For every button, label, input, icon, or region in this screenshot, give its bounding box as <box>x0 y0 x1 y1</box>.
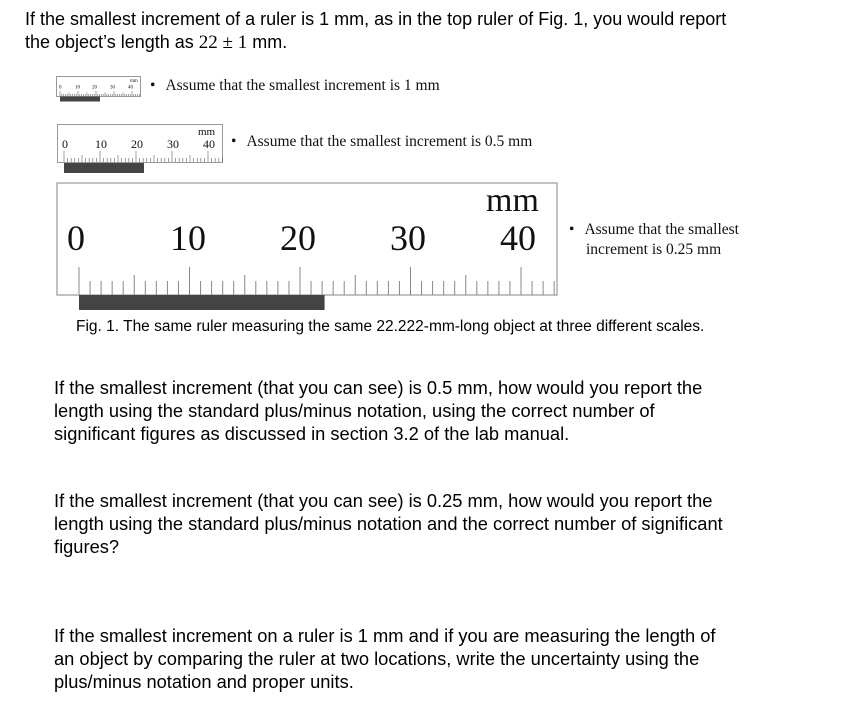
ruler-large-note <box>569 220 739 260</box>
ruler-large-note-text-1: Assume that the smallest <box>584 221 739 238</box>
ruler-medium-unit: mm <box>198 126 216 138</box>
ruler-large-object-bar <box>79 295 325 310</box>
ruler-medium-note <box>231 133 532 151</box>
bullet-dot: • <box>569 221 575 238</box>
ruler-small-tick-label: 10 <box>75 85 80 91</box>
ruler-large-tick-label: 10 <box>170 218 206 258</box>
ruler-small-tick-label: 40 <box>128 85 133 91</box>
ruler-medium-object-bar <box>64 163 144 173</box>
question-2-line: length using the standard plus/minus notation and the correct number of significant <box>54 513 723 534</box>
ruler-medium-tick-label: 30 <box>167 137 179 151</box>
question-1-line: significant figures as discussed in section 3.2 of the lab manual. <box>54 423 570 444</box>
ruler-small-tick-label: 20 <box>92 85 97 91</box>
question-3-line: an object by comparing the ruler at two locations, write the uncertainty using the <box>54 648 700 669</box>
intro-unit: mm. <box>247 32 288 52</box>
ruler-medium-tick-label: 20 <box>131 137 143 151</box>
ruler-large-tick-label: 0 <box>67 218 85 258</box>
question-1-line: length using the standard plus/minus notation, using the correct number of <box>54 400 655 421</box>
bullet-dot: • <box>150 77 156 94</box>
ruler-large-unit: mm <box>486 182 539 219</box>
intro-line-2 <box>25 31 726 54</box>
ruler-large-note-line-1 <box>569 220 739 240</box>
ruler-small-tick-label: 30 <box>110 85 115 91</box>
ruler-large-note-text-2: increment is 0.25 mm <box>586 241 722 258</box>
ruler-small-tick-label: 0 <box>59 85 62 91</box>
ruler-small <box>55 75 147 105</box>
ruler-large <box>56 182 561 314</box>
ruler-medium-note-text: Assume that the smallest increment is 0.5 mm <box>246 133 533 150</box>
ruler-small-note-text: Assume that the smallest increment is 1 mm <box>165 77 440 94</box>
ruler-large-tick-label: 30 <box>390 218 426 258</box>
question-3-line: If the smallest increment on a ruler is 1 mm and if you are measuring the length of <box>54 625 716 646</box>
intro-line-1: If the smallest increment of a ruler is 1 mm, as in the top ruler of Fig. 1, you would report <box>25 9 727 29</box>
intro-text: the object’s length as <box>25 32 199 52</box>
bullet-dot: • <box>231 133 237 150</box>
ruler-medium-tick-label: 10 <box>95 137 107 151</box>
ruler-large-tick-label: 40 <box>500 218 536 258</box>
ruler-medium <box>56 123 226 178</box>
question-2 <box>54 489 723 558</box>
ruler-medium-tick-label: 40 <box>203 137 215 151</box>
intro-value: 22 ± 1 <box>198 32 248 53</box>
question-1-line: If the smallest increment (that you can see) is 0.5 mm, how would you report the <box>54 377 703 398</box>
question-2-line: If the smallest increment (that you can see) is 0.25 mm, how would you report the <box>54 490 713 511</box>
ruler-large-tick-label: 20 <box>280 218 316 258</box>
question-2-line: figures? <box>54 536 120 557</box>
question-3 <box>54 624 716 693</box>
ruler-small-object-bar <box>60 97 100 102</box>
intro-paragraph <box>25 8 726 54</box>
ruler-small-unit: mm <box>130 79 138 84</box>
figure-caption: Fig. 1. The same ruler measuring the same 22.222-mm-long object at three different scales. <box>76 318 705 335</box>
ruler-medium-tick-label: 0 <box>62 137 68 151</box>
question-3-line: plus/minus notation and proper units. <box>54 671 354 692</box>
question-1 <box>54 376 702 445</box>
ruler-small-note <box>150 77 440 95</box>
